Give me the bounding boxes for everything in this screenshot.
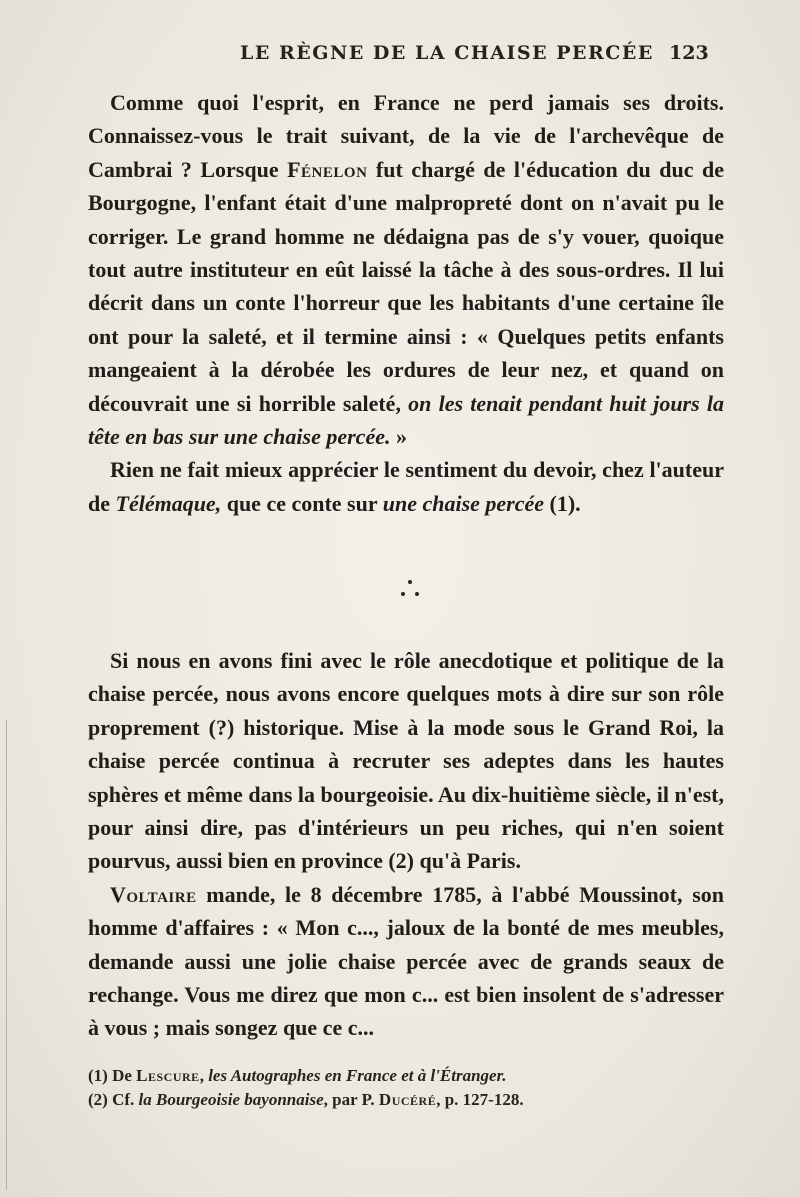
running-title: LE RÈGNE DE LA CHAISE PERCÉE [240, 42, 654, 64]
paragraph-text: Comme quoi l'esprit, en France ne perd jamais ses droits. Connaissez-vous le trait suivant, de la vie de l'archevêque de Cambrai ? Lorsque [88, 90, 724, 182]
footnote-text: (2) Cf. [88, 1090, 139, 1109]
footnote-text: , par P. [323, 1090, 379, 1109]
footnotes [88, 1064, 724, 1112]
paragraph-historique: Si nous en avons fini avec le rôle anecdotique et politique de la chaise percée, nous avons encore quelques mots à dire sur son rôle proprement (?) historique. Mise à la mode sous le Grand Roi, la chaise percée continua à recruter ses adeptes dans les hautes sphères et même dans la bourgeoisie. Au dix-huitième siècle, il n'est, pour ainsi dire, pas d'intérieurs un peu riches, qui n'en soient pourvus, aussi bien en province (2) qu'à Paris. [88, 648, 724, 874]
author-name-fenelon: Fénelon [287, 156, 368, 182]
paragraph-text: fut chargé de l'éducation du duc de Bourgogne, l'enfant était d'une malpropreté dont on n'avait pu le corriger. Le grand homme ne dédaigna pas de s'y vouer, quoique tout autre instituteur en eût laissé la tâche à des sous-ordres. Il lui décrit dans un conte l'horreur que les habitants d'une certaine île ont pour la saleté, et il termine ainsi : « Quelques petits enfants mangeaient à la dérobée les ordures de leur nez, et quand on découvrait une si horrible saleté, [88, 156, 725, 416]
text-block-bottom [88, 644, 724, 1045]
paragraph-fenelon [88, 86, 724, 453]
footnote-author: Lescure [136, 1066, 200, 1085]
page-number: 123 [669, 42, 709, 64]
footnote-2 [88, 1088, 724, 1112]
text-block-top [88, 86, 724, 520]
footnote-title: les Autographes en France et à l'Étranger. [208, 1066, 507, 1085]
footnote-author: Ducéré [378, 1090, 437, 1109]
paragraph-text: mande, le 8 décembre 1785, à l'abbé Moussinot, son homme d'affaires : « Mon c..., jaloux de la bonté de mes meubles, demande aussi une jolie chaise percée avec de grands seaux de rechange. Vous me direz que mon c... est bien insolent de s'adresser à vous ; mais songez que ce c... [88, 881, 724, 1041]
author-name-voltaire: Voltaire [110, 881, 197, 907]
footnote-ref-1: (1). [544, 490, 581, 516]
footnote-text: (1) De [88, 1066, 137, 1085]
paragraph-text: que ce conte sur [221, 490, 383, 516]
paragraph-telemaque [88, 453, 724, 520]
paragraph-voltaire [88, 878, 724, 1045]
scan-edge-line [6, 720, 7, 1190]
section-separator-dots [390, 578, 430, 606]
italic-phrase: une chaise percée [382, 490, 545, 516]
separator-dot [401, 592, 405, 596]
separator-dot [415, 592, 419, 596]
book-title-telemaque: Télémaque, [115, 490, 222, 516]
separator-dot [408, 580, 412, 584]
quote-close: » [390, 424, 407, 450]
footnote-title: la Bourgeoisie bayonnaise [138, 1090, 324, 1109]
footnote-1 [88, 1064, 724, 1088]
footnote-pages: , p. 127-128. [436, 1090, 524, 1109]
page-header [0, 42, 800, 72]
paragraph-text: Rien ne fait mieux apprécier le sentiment du devoir, chez l'auteur de [88, 457, 724, 516]
footnote-text: , [199, 1066, 209, 1085]
italic-quote: on les tenait pendant huit jours la tête en bas sur une chaise percée. [88, 390, 724, 450]
